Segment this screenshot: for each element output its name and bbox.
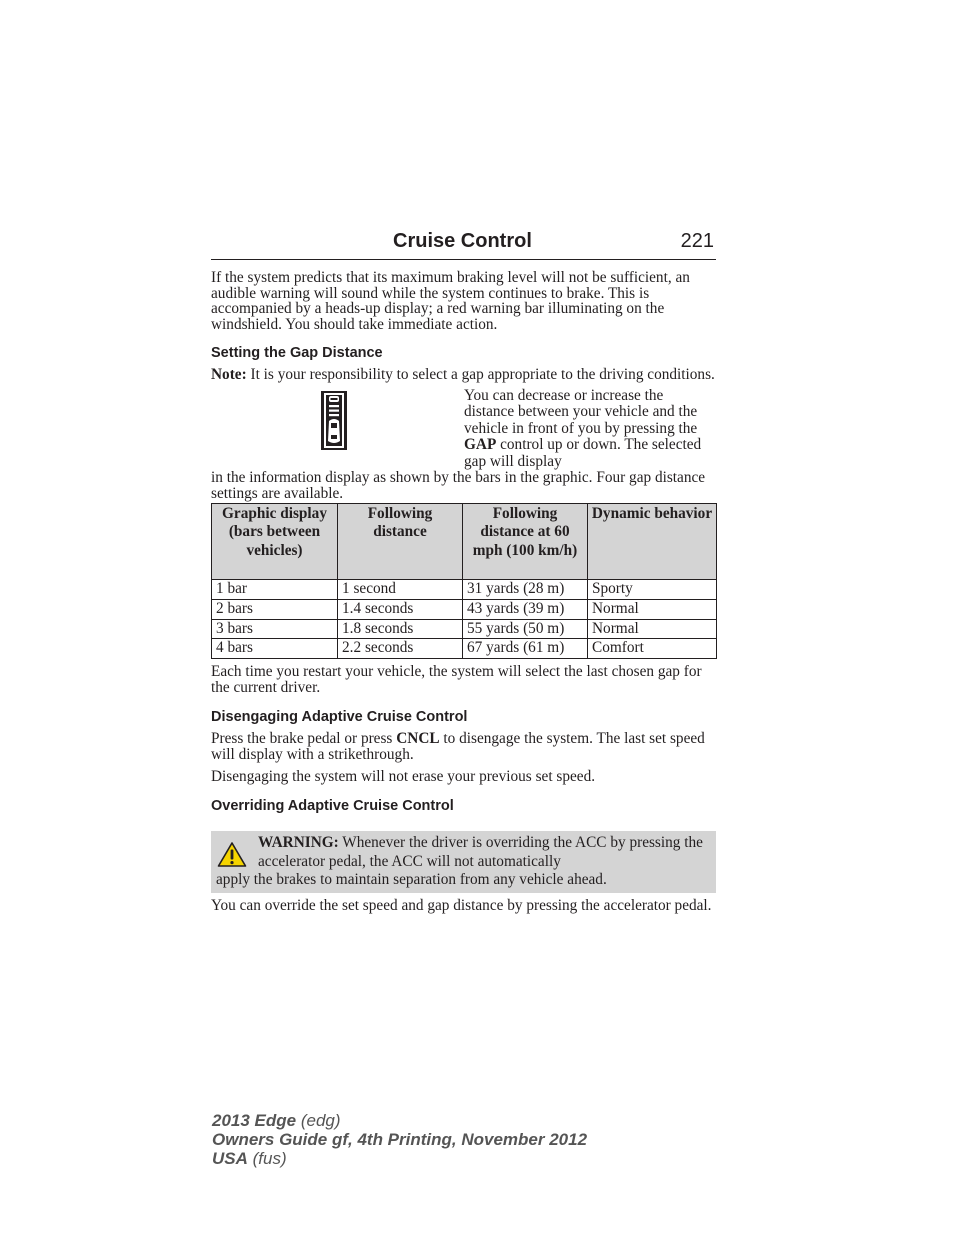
warning-text: WARNING: Whenever the driver is overriding the ACC by pressing the accelerator pedal, the ACC will not automatically — [258, 834, 703, 870]
table-row — [212, 579, 717, 599]
table-cell: 55 yards (50 m) — [463, 619, 588, 639]
gap-distance-heading: Setting the Gap Distance — [211, 345, 383, 362]
table-row — [212, 599, 717, 619]
override-heading: Overriding Adaptive Cruise Control — [211, 798, 454, 815]
disengage-heading: Disengaging Adaptive Cruise Control — [211, 709, 468, 726]
table-header: Dynamic behavior — [588, 503, 717, 579]
table-cell: 1 bar — [212, 579, 338, 599]
gap-control-label: GAP — [464, 436, 497, 454]
intro-paragraph: If the system predicts that its maximum braking level will not be sufficient, an audible warning will sound while the system continues to brake. This is accompanied by a heads-up display; a red warning bar illuminating on the windshield. You should take immediate action. — [211, 269, 690, 333]
page-footer — [212, 1111, 587, 1169]
table-row — [212, 639, 717, 659]
table-cell: Normal — [588, 599, 717, 619]
gap-distance-table — [211, 503, 717, 659]
page-number: 221 — [680, 230, 714, 252]
cncl-label: CNCL — [396, 730, 440, 748]
table-cell: 31 yards (28 m) — [463, 579, 588, 599]
table-cell: 67 yards (61 m) — [463, 639, 588, 659]
note-label: Note: — [211, 366, 247, 384]
warning-text-continued: apply the brakes to maintain separation from any vehicle ahead. — [216, 871, 607, 889]
warning-label: WARNING: — [258, 834, 339, 852]
page-content — [211, 228, 716, 914]
footer-line: 2013 Edge (edg) — [212, 1111, 341, 1130]
page-header — [211, 228, 716, 260]
table-header: Following distance — [338, 503, 463, 579]
note-paragraph — [211, 367, 716, 383]
table-cell: 2 bars — [212, 599, 338, 619]
gap-description-continued: in the information display as shown by the bars in the graphic. Four gap distance settings are available. — [211, 468, 706, 503]
override-paragraph: You can override the set speed and gap distance by pressing the accelerator pedal. — [211, 897, 712, 915]
table-header: Following distance at 60 mph (100 km/h) — [463, 503, 588, 579]
disengage-paragraph: Press the brake pedal or press CNCL to disengage the system. The last set speed will display with a strikethrough. — [211, 730, 705, 763]
note-text: It is your responsibility to select a gap appropriate to the driving conditions. — [246, 366, 715, 384]
disengage-note-paragraph: Disengaging the system will not erase your previous set speed. — [211, 767, 596, 785]
section-title: Cruise Control — [393, 230, 532, 252]
table-cell: 2.2 seconds — [338, 639, 463, 659]
table-cell: 1 second — [338, 579, 463, 599]
gap-description: You can decrease or increase the distance between your vehicle and the vehicle in front of you by pressing the GAP control up or down. The selected gap will display — [464, 386, 702, 470]
table-cell: 43 yards (39 m) — [463, 599, 588, 619]
table-cell: 4 bars — [212, 639, 338, 659]
footer-line: USA (fus) — [212, 1149, 287, 1169]
table-cell: 3 bars — [212, 619, 338, 639]
gap-distance-block — [211, 388, 716, 501]
table-header-row — [212, 503, 717, 579]
table-cell: Normal — [588, 619, 717, 639]
table-cell: Comfort — [588, 639, 717, 659]
table-cell: 1.4 seconds — [338, 599, 463, 619]
warning-box — [211, 831, 716, 893]
table-cell: Sporty — [588, 579, 717, 599]
restart-paragraph: Each time you restart your vehicle, the system will select the last chosen gap for the current driver. — [211, 663, 702, 696]
footer-line: Owners Guide gf, 4th Printing, November 2012 — [212, 1130, 588, 1150]
table-cell: 1.8 seconds — [338, 619, 463, 639]
table-row — [212, 619, 717, 639]
table-header: Graphic display (bars between vehicles) — [212, 503, 338, 579]
warning-triangle-icon — [217, 841, 247, 868]
gap-distance-icon — [321, 391, 347, 450]
